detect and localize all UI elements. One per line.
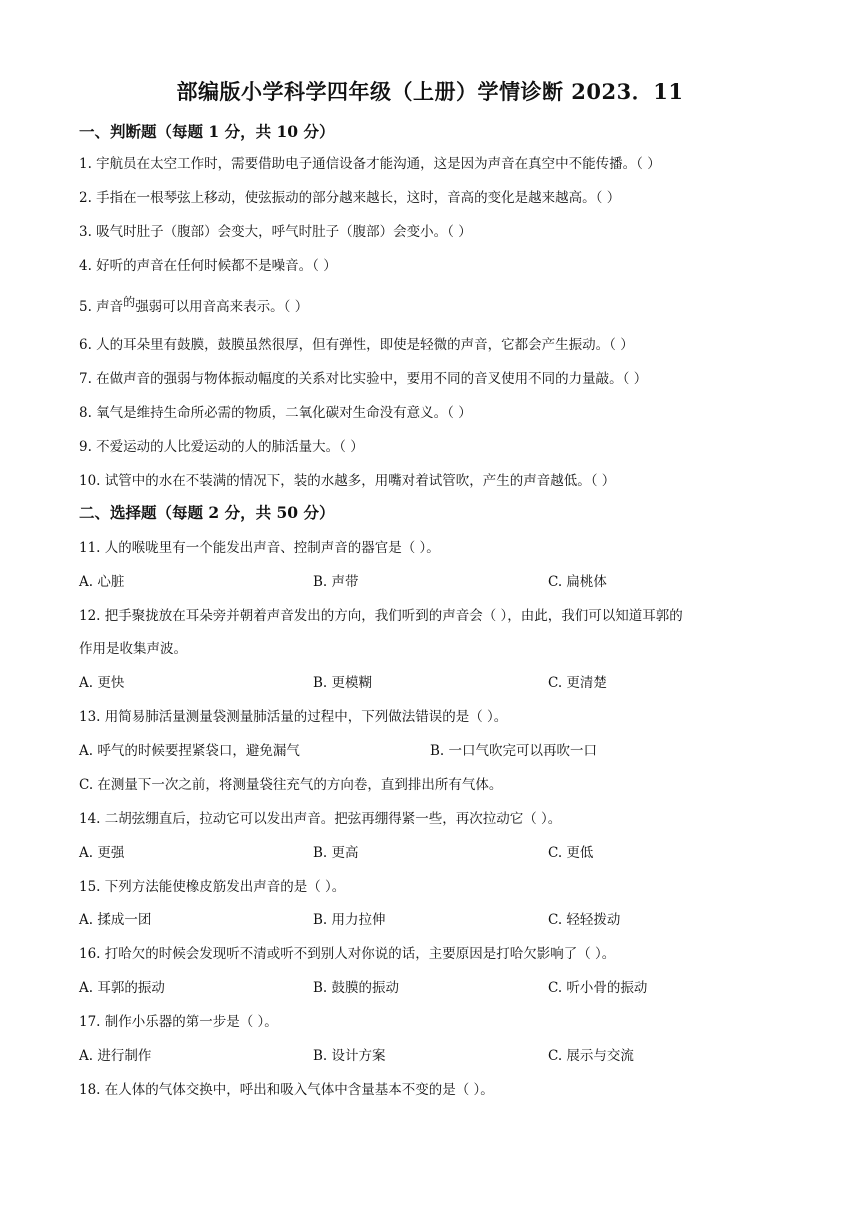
question-11-option-c: C. 扁桃体	[548, 574, 607, 590]
question-16-stem: 16. 打哈欠的时候会发现听不清或听不到别人对你说的话，主要原因是打哈欠影响了（ ）。	[79, 946, 616, 962]
question-12-stem-cont: 作用是收集声波。	[79, 641, 187, 657]
question-17-stem: 17. 制作小乐器的第一步是（ ）。	[79, 1014, 278, 1030]
question-10: 10. 试管中的水在不装满的情况下，装的水越多，用嘴对着试管吹，产生的声音越低。（ ）	[79, 473, 616, 489]
question-7: 7. 在做声音的强弱与物体振动幅度的关系对比实验中，要用不同的音叉使用不同的力量敲。（ ）	[79, 371, 648, 387]
question-11-option-b: B. 声带	[313, 574, 359, 590]
question-17-option-b: B. 设计方案	[313, 1048, 386, 1064]
question-1: 1. 宇航员在太空工作时，需要借助电子通信设备才能沟通，这是因为声音在真空中不能传播。（ ）	[79, 156, 661, 172]
section-heading-judgement: 一、判断题（每题 1 分，共 10 分）	[79, 122, 335, 141]
question-5-de: 的	[123, 295, 136, 309]
question-15-option-c: C. 轻轻拨动	[548, 912, 621, 928]
question-16-option-a: A. 耳郭的振动	[79, 980, 165, 996]
question-14-option-c: C. 更低	[548, 845, 594, 861]
question-5	[79, 295, 308, 315]
question-8: 8. 氧气是维持生命所必需的物质，二氧化碳对生命没有意义。（ ）	[79, 405, 472, 421]
question-15-stem: 15. 下列方法能使橡皮筋发出声音的是（ ）。	[79, 879, 346, 895]
question-15-option-a: A. 揉成一团	[79, 912, 152, 928]
question-12-option-b: B. 更模糊	[313, 675, 373, 691]
question-13-stem: 13. 用简易肺活量测量袋测量肺活量的过程中，下列做法错误的是（ ）。	[79, 709, 508, 725]
question-4: 4. 好听的声音在任何时候都不是噪音。（ ）	[79, 258, 337, 274]
question-12-option-a: A. 更快	[79, 675, 125, 691]
question-18-stem: 18. 在人体的气体交换中，呼出和吸入气体中含量基本不变的是（ ）。	[79, 1082, 494, 1098]
page-title: 部编版小学科学四年级（上册）学情诊断 2023．11	[176, 79, 684, 104]
question-6: 6. 人的耳朵里有鼓膜，鼓膜虽然很厚，但有弹性，即使是轻微的声音，它都会产生振动。（ ）	[79, 337, 634, 353]
question-15-option-b: B. 用力拉伸	[313, 912, 386, 928]
question-2: 2. 手指在一根琴弦上移动，使弦振动的部分越来越长，这时，音高的变化是越来越高。（ ）	[79, 190, 621, 206]
question-11-stem: 11. 人的喉咙里有一个能发出声音、控制声音的器官是（ ）。	[79, 540, 440, 556]
question-16-option-b: B. 鼓膜的振动	[313, 980, 400, 996]
question-5-suffix: 强弱可以用音高来表示。（ ）	[135, 299, 309, 315]
question-14-stem: 14. 二胡弦绷直后，拉动它可以发出声音。把弦再绷得紧一些，再次拉动它（ ）。	[79, 811, 562, 827]
question-13-option-b: B. 一口气吹完可以再吹一口	[430, 743, 598, 759]
question-11-option-a: A. 心脏	[79, 574, 125, 590]
question-16-option-c: C. 听小骨的振动	[548, 980, 648, 996]
question-17-option-c: C. 展示与交流	[548, 1048, 634, 1064]
question-17-option-a: A. 进行制作	[79, 1048, 152, 1064]
question-9: 9. 不爱运动的人比爱运动的人的肺活量大。（ ）	[79, 439, 364, 455]
question-14-option-b: B. 更高	[313, 845, 359, 861]
question-3: 3. 吸气时肚子（腹部）会变大，呼气时肚子（腹部）会变小。（ ）	[79, 224, 472, 240]
question-13-option-a: A. 呼气的时候要捏紧袋口，避免漏气	[79, 743, 300, 759]
section-heading-choice: 二、选择题（每题 2 分，共 50 分）	[79, 503, 335, 522]
question-12-option-c: C. 更清楚	[548, 675, 607, 691]
question-14-option-a: A. 更强	[79, 845, 125, 861]
question-12-stem: 12. 把手聚拢放在耳朵旁并朝着声音发出的方向，我们听到的声音会（ ），由此，我们可以知道耳郭的	[79, 608, 683, 624]
question-13-option-c: C. 在测量下一次之前，将测量袋往充气的方向卷，直到排出所有气体。	[79, 777, 503, 793]
question-5-prefix: 5. 声音	[79, 299, 124, 315]
